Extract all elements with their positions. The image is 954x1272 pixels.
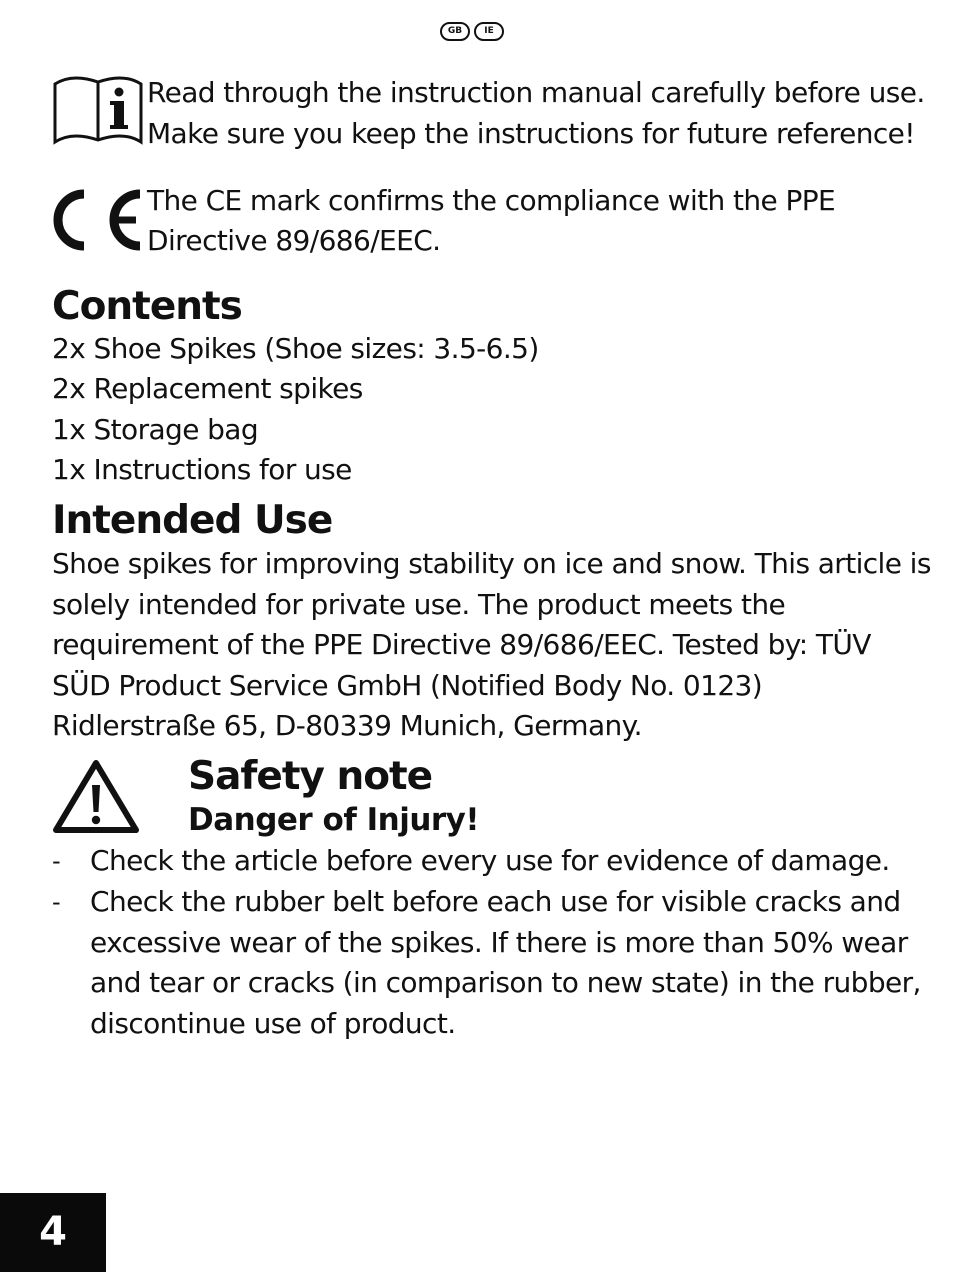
intended-use-line: SÜD Product Service GmbH (Notified Body No. 0123) [52,669,763,702]
list-item [52,882,921,1044]
bullet-line: discontinue use of product. [90,1007,456,1040]
page-number: 4 [39,1209,67,1255]
intended-use-line: Ridlerstraße 65, D-80339 Munich, Germany. [52,709,642,742]
page-number-box [0,1193,106,1272]
bullet-line: excessive wear of the spikes. If there is more than 50% wear [90,926,908,959]
warning-triangle-icon [52,757,140,835]
intended-use-line: solely intended for private use. The product meets the [52,588,786,621]
manual-note-line-2: Make sure you keep the instructions for future reference! [147,117,915,150]
info-book-icon [52,70,144,146]
bullet-dash: - [52,847,61,875]
safety-heading: Safety note [188,754,433,799]
intended-use-heading: Intended Use [52,498,333,543]
language-badge-ie: IE [474,22,504,41]
intended-use-line: Shoe spikes for improving stability on ice and snow. This article is [52,547,931,580]
contents-item: 1x Instructions for use [52,453,352,486]
bullet-line: Check the article before every use for evidence of damage. [90,844,890,877]
contents-item: 1x Storage bag [52,413,259,446]
bullet-line: and tear or cracks (in comparison to new state) in the rubber, [90,966,921,999]
bullet-line: Check the rubber belt before each use for visible cracks and [90,885,901,918]
ce-mark-icon [52,186,144,254]
intended-use-line: requirement of the PPE Directive 89/686/EEC. Tested by: TÜV [52,628,871,661]
ce-note-line-2: Directive 89/686/EEC. [147,224,441,257]
manual-note-line-1: Read through the instruction manual carefully before use. [147,76,925,109]
bullet-dash: - [52,888,61,916]
language-badges [440,22,504,41]
contents-item: 2x Replacement spikes [52,372,363,405]
language-badge-gb: GB [440,22,470,41]
contents-item: 2x Shoe Spikes (Shoe sizes: 3.5-6.5) [52,332,539,365]
contents-heading: Contents [52,284,242,329]
ce-note-line-1: The CE mark confirms the compliance with the PPE [147,184,836,217]
safety-subheading: Danger of Injury! [188,802,480,838]
list-item [52,841,912,882]
